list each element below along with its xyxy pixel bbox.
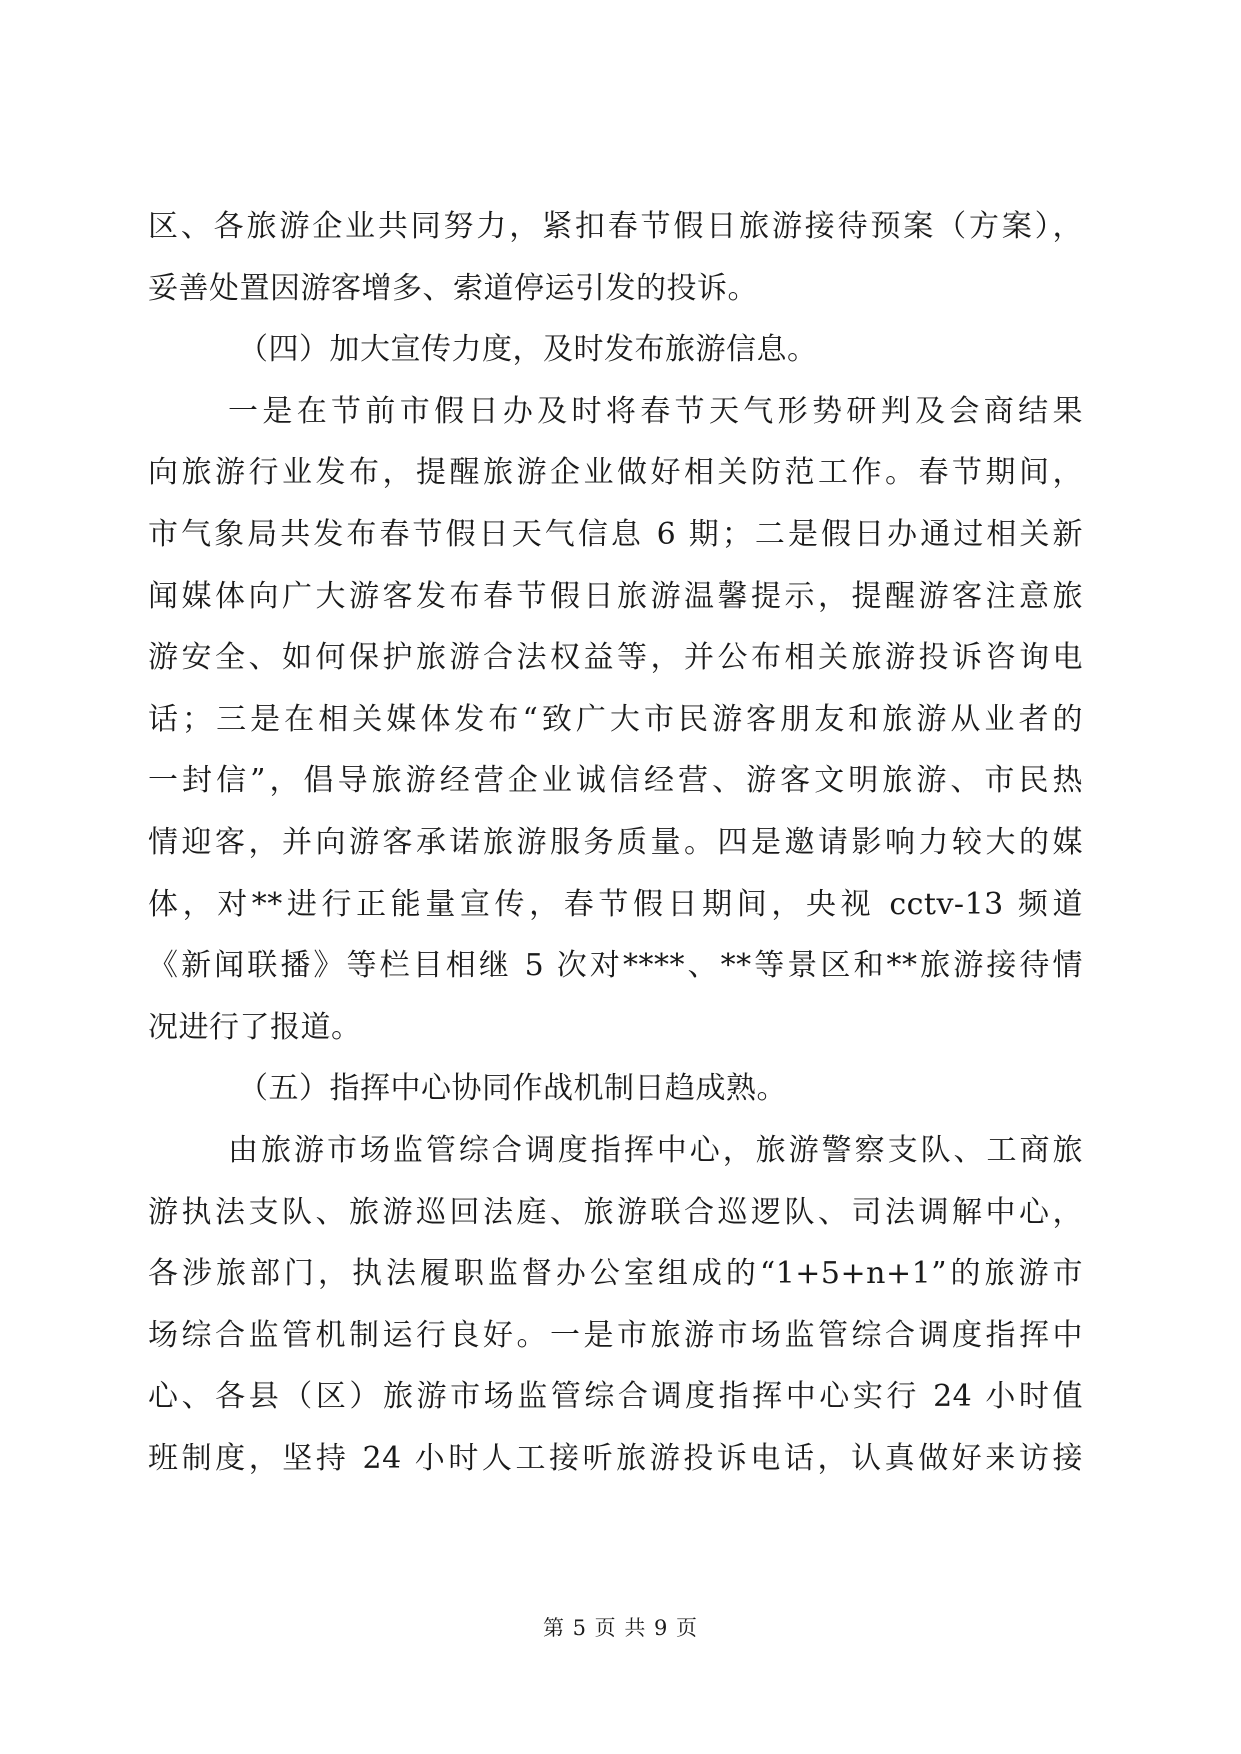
text-line: 《新闻联播》等栏目相继 5 次对****、**等景区和**旅游接待情 <box>148 948 1083 984</box>
section-heading: （四）加大宣传力度，及时发布旅游信息。 <box>238 332 818 368</box>
text-line: 场综合监管机制运行良好。一是市旅游市场监管综合调度指挥中 <box>148 1317 1083 1353</box>
document-body <box>148 196 1083 1489</box>
text-line: 班制度，坚持 24 小时人工接听旅游投诉电话，认真做好来访接 <box>148 1440 1083 1476</box>
paragraph-first-line: 由旅游市场监管综合调度指挥中心，旅游警察支队、工商旅 <box>228 1132 1083 1168</box>
text-line: 游执法支队、旅游巡回法庭、旅游联合巡逻队、司法调解中心， <box>148 1194 1083 1230</box>
text-line: 体，对**进行正能量宣传，春节假日期间，央视 cctv-13 频道 <box>148 886 1083 922</box>
text-line: 况进行了报道。 <box>148 1009 362 1045</box>
text-line: 一封信”，倡导旅游经营企业诚信经营、游客文明旅游、市民热 <box>148 763 1083 799</box>
text-line: 向旅游行业发布，提醒旅游企业做好相关防范工作。春节期间， <box>148 455 1083 491</box>
section-heading: （五）指挥中心协同作战机制日趋成熟。 <box>238 1071 787 1107</box>
text-line: 妥善处置因游客增多、索道停运引发的投诉。 <box>148 270 758 306</box>
text-line: 市气象局共发布春节假日天气信息 6 期；二是假日办通过相关新 <box>148 516 1083 552</box>
paragraph-first-line: 一是在节前市假日办及时将春节天气形势研判及会商结果 <box>228 393 1083 429</box>
text-line: 情迎客，并向游客承诺旅游服务质量。四是邀请影响力较大的媒 <box>148 824 1083 860</box>
text-line: 心、各县（区）旅游市场监管综合调度指挥中心实行 24 小时值 <box>148 1379 1083 1415</box>
text-line: 话；三是在相关媒体发布“致广大市民游客朋友和旅游从业者的 <box>148 701 1083 737</box>
text-line: 游安全、如何保护旅游合法权益等，并公布相关旅游投诉咨询电 <box>148 640 1083 676</box>
text-line: 各涉旅部门，执法履职监督办公室组成的“1+5+n+1”的旅游市 <box>148 1256 1083 1292</box>
page-number-footer: 第 5 页 共 9 页 <box>542 1616 699 1640</box>
text-line: 区、各旅游企业共同努力，紧扣春节假日旅游接待预案（方案）， <box>148 209 1083 244</box>
text-line: 闻媒体向广大游客发布春节假日旅游温馨提示，提醒游客注意旅 <box>148 578 1083 614</box>
